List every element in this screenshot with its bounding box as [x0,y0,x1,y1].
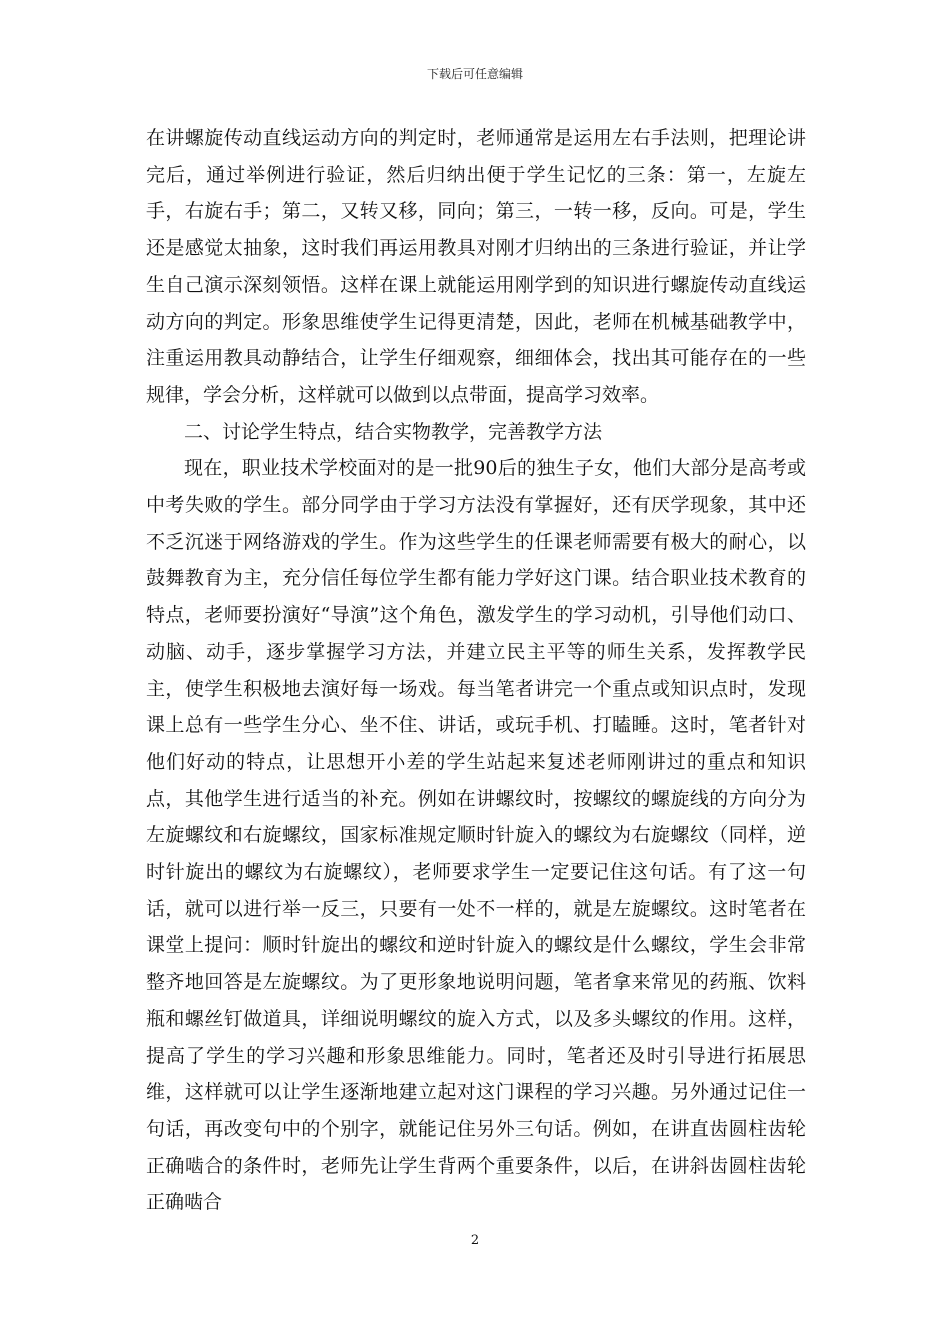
paragraph: 现在，职业技术学校面对的是一批90后的独生子女，他们大部分是高考或中考失败的学生。部分同学由于学习方法没有掌握好，还有厌学现象，其中还不乏沉迷于网络游戏的学生。作为这些学生的任课老师需要有极大的耐心，以鼓舞教育为主，充分信任每位学生都有能力学好这门课。结合职业技术教育的特点，老师要扮演好“导演”这个角色，激发学生的学习动机，引导他们动口、动脑、动手，逐步掌握学习方法，并建立民主平等的师生关系，发挥教学民主，使学生积极地去演好每一场戏。每当笔者讲完一个重点或知识点时，发现课上总有一些学生分心、坐不住、讲话，或玩手机、打瞌睡。这时，笔者针对他们好动的特点，让思想开小差的学生站起来复述老师刚讲过的重点和知识点，其他学生进行适当的补充。例如在讲螺纹时，按螺纹的螺旋线的方向分为左旋螺纹和右旋螺纹，国家标准规定顺时针旋入的螺纹为右旋螺纹（同样，逆时针旋出的螺纹为右旋螺纹），老师要求学生一定要记住这句话。有了这一句话，就可以进行举一反三，只要有一处不一样的，就是左旋螺纹。这时笔者在课堂上提问：顺时针旋出的螺纹和逆时针旋入的螺纹是什么螺纹，学生会非常整齐地回答是左旋螺纹。为了更形象地说明问题，笔者拿来常见的药瓶、饮料瓶和螺丝钉做道具，详细说明螺纹的旋入方式，以及多头螺纹的作用。这样，提高了学生的学习兴趣和形象思维能力。同时，笔者还及时引导进行拓展思维，这样就可以让学生逐渐地建立起对这门课程的学习兴趣。另外通过记住一句话，再改变句中的个别字，就能记住另外三句话。例如，在讲直齿圆柱齿轮正确啮合的条件时，老师先让学生背两个重要条件，以后，在讲斜齿圆柱齿轮正确啮合 [146,457,806,1214]
document-body [146,120,806,1221]
page-number: 2 [470,1233,480,1248]
page-header: 下载后可任意编辑 [426,67,523,81]
paragraph-continued: 在讲螺旋传动直线运动方向的判定时，老师通常是运用左右手法则，把理论讲完后，通过举例进行验证，然后归纳出便于学生记忆的三条：第一，左旋左手，右旋右手；第二，又转又移，同向；第三，一转一移，反向。可是，学生还是感觉太抽象，这时我们再运用教具对刚才归纳出的三条进行验证，并让学生自己演示深刻领悟。这样在课上就能运用刚学到的知识进行螺旋传动直线运动方向的判定。形象思维使学生记得更清楚，因此，老师在机械基础教学中，注重运用教具动静结合，让学生仔细观察，细细体会，找出其可能存在的一些规律，学会分析，这样就可以做到以点带面，提高学习效率。 [146,127,806,406]
section-heading: 二、讨论学生特点，结合实物教学，完善教学方法 [184,420,603,443]
